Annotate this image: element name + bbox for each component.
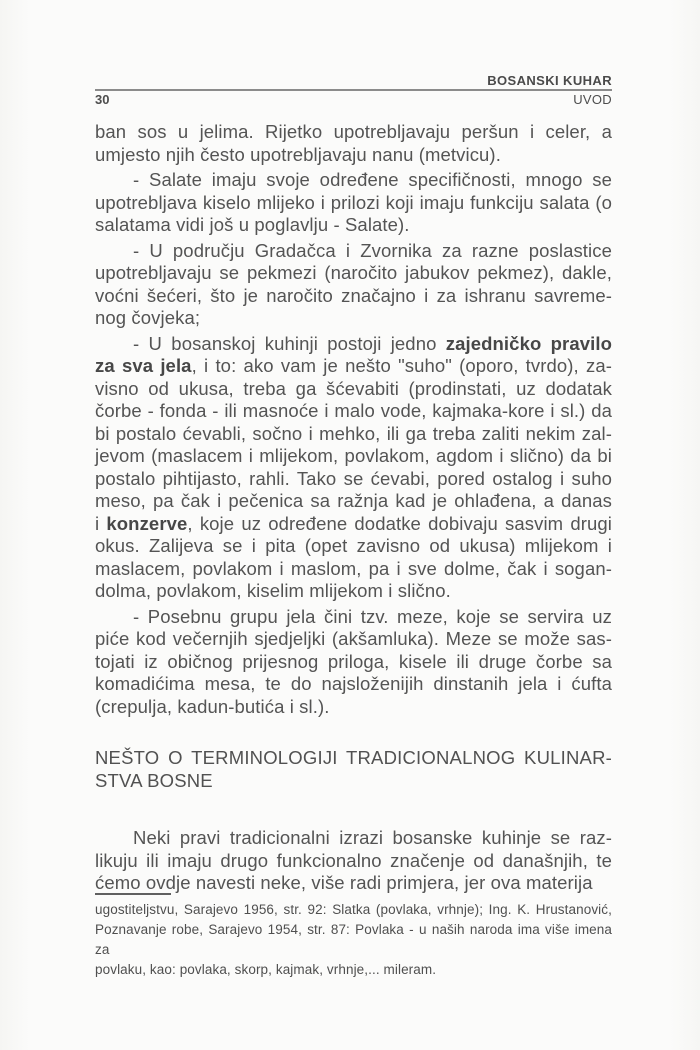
text-line: umjesto njih često upotrebljavaju nanu (metvicu). xyxy=(95,143,501,165)
text-line: piće kod večernjih sjedjeljki (akšamluka). Meze se može sas- xyxy=(95,628,612,649)
text-line: (crepulja, kadun-butića i sl.). xyxy=(95,695,330,717)
paragraph-1 xyxy=(95,121,612,166)
text-line: upotrebljavaju se pekmezi (naročito jabukov pekmez), dakle, xyxy=(95,262,612,283)
text-line: bi postalo ćevabli, sočno i mehko, ili ga treba zaliti nekim zal- xyxy=(95,422,612,444)
text-line: - Posebnu grupu jela čini tzv. meze, koje se servira uz xyxy=(133,605,612,627)
text-line: okus. Zalijeva se i pita (opet zavisno od ukusa) mlijekom i xyxy=(95,535,612,556)
text-line: maslacem, povlakom i maslom, pa i sve dolme, čak i sogan- xyxy=(95,557,612,579)
text-line: - U području Gradačca i Zvornika za razne poslastice xyxy=(133,239,612,261)
paragraph-5 xyxy=(95,606,612,719)
text-line: tojati iz običnog prijesnog priloga, kisele ili druge čorbe sa xyxy=(95,650,612,672)
running-head-title: BOSANSKI KUHAR xyxy=(487,73,612,88)
heading-line: STVA BOSNE xyxy=(95,770,213,791)
bold-phrase: konzerve xyxy=(106,512,188,534)
text-line: visno od ukusa, treba ga šćevabiti (prodinstati, uz dodatak xyxy=(95,377,612,399)
text-line: postalo pihtijasto, rahli. Tako se ćevabi, pored ostalog i suho xyxy=(95,467,612,489)
bold-phrase: za sva jela xyxy=(95,355,192,376)
paragraph-6 xyxy=(95,827,612,895)
text-line: dolma, povlakom, kiselim mlijekom i slično. xyxy=(95,580,451,601)
page-number: 30 xyxy=(95,92,110,107)
text-line: jevom (maslacem i mlijekom, povlakom, agdom i slično) da bi xyxy=(95,445,612,466)
footnote-line: povlaku, kao: povlaka, skorp, kajmak, vrhnje,... mileram. xyxy=(95,962,437,977)
footnote-text xyxy=(95,900,612,980)
body-text xyxy=(95,121,612,718)
heading-line: NEŠTO O TERMINOLOGIJI TRADICIONALNOG KULINAR- xyxy=(95,747,612,768)
page-header xyxy=(95,74,612,107)
section-heading xyxy=(95,746,612,792)
footnote-line: ugostiteljstvu, Sarajevo 1956, str. 92: Slatka (povlaka, vrhnje); Ing. K. Hrustanović, xyxy=(95,902,612,917)
text-line: ćemo ovdje navesti neke, više radi primjera, jer ova materija xyxy=(95,872,593,893)
paragraph-2 xyxy=(95,169,612,237)
text-line: - U bosanskoj kuhinji postoji jedno zajedničko pravilo xyxy=(133,332,613,354)
text-line: - Salate imaju svoje određene specifičnosti, mnogo se xyxy=(133,169,612,190)
text-line: meso, pa čak i pečenica sa ražnja kad je ohlađena, a danas xyxy=(95,490,612,511)
bold-phrase: zajedničko pravilo xyxy=(445,332,613,354)
paragraph-3 xyxy=(95,240,612,330)
text-line: ban sos u jelima. Rijetko upotrebljavaju peršun i celer, a xyxy=(95,121,612,142)
text-line: voćni šećeri, što je naročito značajno i za ishranu savreme- xyxy=(95,284,612,306)
text-line: komadićima mesa, te do najsloženijih dinstanih jela i ćufta xyxy=(95,673,612,694)
text-line: za sva jela, i to: ako vam je nešto "suho" (oporo, tvrdo), za- xyxy=(95,355,612,376)
footnote xyxy=(95,893,612,980)
text-line: upotrebljava kiselo mlijeko i prilozi koji imaju funkciju salata (o xyxy=(95,191,612,213)
header-row xyxy=(95,92,612,107)
header-rule xyxy=(95,89,612,91)
text-line: Neki pravi tradicionalni izrazi bosanske kuhinje se raz- xyxy=(133,827,612,848)
footnote-line: Poznavanje robe, Sarajevo 1954, str. 87: Povlaka - u naših naroda ima više imena za xyxy=(95,922,612,957)
section-label: UVOD xyxy=(573,92,612,107)
text-line: čorbe - fonda - ili masnoće i malo vode, kajmaka-kore i sl.) da xyxy=(95,400,612,421)
text-line: likuju ili imaju drugo funkcionalno značenje od današnjih, te xyxy=(95,849,612,871)
text-line: i konzerve, koje uz određene dodatke dobivaju sasvim drugi xyxy=(95,512,612,534)
text-line: nog čovjeka; xyxy=(95,307,201,328)
paragraph-4 xyxy=(95,333,612,603)
footnote-rule xyxy=(95,893,171,895)
text-line: salatama vidi još u poglavlju - Salate). xyxy=(95,214,410,235)
